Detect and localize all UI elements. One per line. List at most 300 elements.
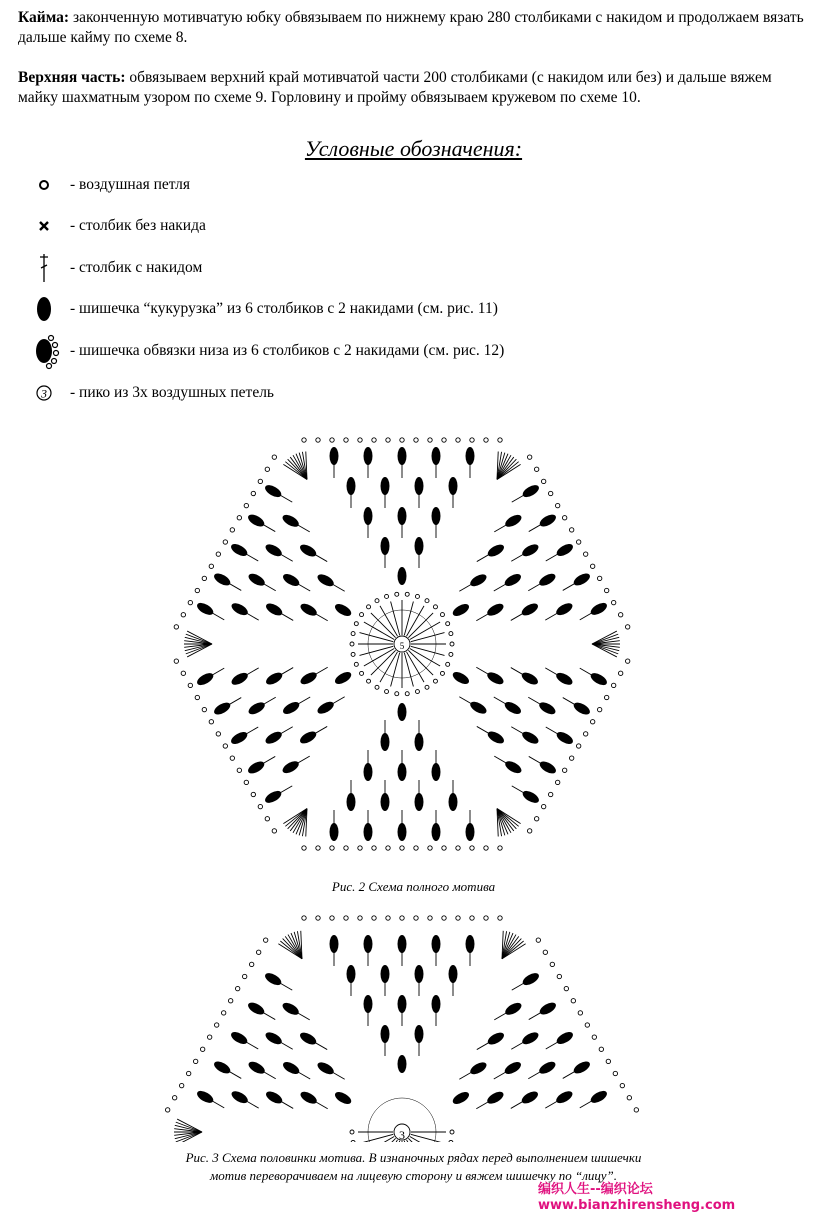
popcorn-stitch [230, 670, 250, 687]
popcorn-stitch [264, 1030, 284, 1047]
chain-stitch [344, 438, 348, 442]
popcorn-stitch [466, 447, 475, 465]
popcorn-stitch [398, 823, 407, 841]
popcorn-stitch [347, 965, 356, 983]
center-double-crochet [407, 606, 425, 636]
popcorn-stitch [486, 729, 506, 746]
double-crochet [511, 613, 523, 620]
chain-stitch [223, 744, 227, 748]
popcorn-stitch [538, 1000, 558, 1017]
popcorn-stitch [212, 700, 232, 717]
popcorn-stitch [415, 477, 424, 495]
popcorn-stitch [281, 1060, 301, 1077]
popcorn-stitch [281, 512, 301, 529]
chain-stitch [244, 503, 248, 507]
popcorn-stitch [415, 793, 424, 811]
popcorn-stitch [468, 1060, 488, 1077]
chain-stitch [543, 950, 547, 954]
top-label: Верхняя часть: [18, 69, 126, 86]
popcorn-stitch [521, 971, 541, 988]
chain-stitch [272, 829, 276, 833]
chain-stitch [316, 438, 320, 442]
chain-stitch [456, 846, 460, 850]
chain-stitch [316, 846, 320, 850]
chain-stitch [414, 438, 418, 442]
legend-text: - шишечка обвязки низа из 6 столбиков с 2 накидами (см. рис. 12) [70, 342, 505, 359]
legend-item-bottom-bobble [28, 338, 504, 364]
popcorn-stitch [364, 823, 373, 841]
center-double-crochet [404, 653, 413, 687]
center-double-crochet [380, 652, 398, 682]
chain-stitch [569, 528, 573, 532]
center-double-crochet [364, 649, 394, 667]
double-crochet [212, 613, 224, 620]
chain-stitch [385, 690, 389, 694]
chain-stitch [216, 552, 220, 556]
popcorn-stitch [398, 935, 407, 953]
chain-stitch [534, 817, 538, 821]
popcorn-stitch [263, 971, 283, 988]
chain-stitch [385, 594, 389, 598]
chain-stitch [576, 744, 580, 748]
popcorn-stitch [230, 601, 250, 618]
top-paragraph [18, 68, 808, 108]
popcorn-stitch [333, 602, 353, 619]
chain-stitch [367, 605, 371, 609]
center-double-crochet [359, 1134, 393, 1142]
chain-stitch [265, 467, 269, 471]
popcorn-stitch [451, 670, 471, 687]
chain-stitch [179, 1083, 183, 1087]
popcorn-stitch [229, 1030, 249, 1047]
legend-item-picot [28, 380, 274, 406]
chain-stitch [235, 986, 239, 990]
popcorn-stitch [503, 1060, 523, 1077]
double-crochet [229, 698, 241, 705]
chain-stitch [351, 652, 355, 656]
popcorn-stitch [347, 793, 356, 811]
double-crochet [333, 697, 345, 704]
chain-stitch [484, 916, 488, 920]
chain-stitch [263, 938, 267, 942]
chain-stitch [569, 756, 573, 760]
center-double-crochet [411, 1134, 445, 1142]
double-crochet [264, 1072, 276, 1079]
double-crochet [580, 613, 592, 620]
popcorn-stitch [330, 447, 339, 465]
popcorn-stitch [381, 733, 390, 751]
popcorn-stitch [381, 793, 390, 811]
chain-stitch [330, 438, 334, 442]
chain-stitch [386, 846, 390, 850]
chain-stitch [367, 679, 371, 683]
popcorn-stitch [503, 759, 523, 776]
legend-text: - столбик с накидом [70, 259, 203, 276]
popcorn-stitch [432, 507, 441, 525]
double-crochet [264, 584, 276, 591]
popcorn-stitch [589, 1088, 609, 1105]
double-crochet [281, 727, 293, 734]
double-crochet [494, 1072, 506, 1079]
chain-stitch [200, 1047, 204, 1051]
popcorn-stitch [572, 1059, 592, 1076]
popcorn-stitch [381, 537, 390, 555]
center-double-crochet [391, 653, 400, 687]
chain-stitch [555, 780, 559, 784]
corner-fan-stitch [175, 1125, 202, 1132]
chain-stitch [354, 662, 358, 666]
chain-stitch [470, 846, 474, 850]
picot-icon [28, 377, 66, 409]
chain-stitch [256, 950, 260, 954]
chain-stitch [527, 829, 531, 833]
popcorn-stitch [449, 793, 458, 811]
chain-stitch [221, 1011, 225, 1015]
chain-stitch [618, 671, 622, 675]
popcorn-stitch [247, 1059, 267, 1076]
chain-stitch [195, 588, 199, 592]
chain-stitch [258, 479, 262, 483]
double-crochet [563, 583, 575, 590]
chain-stitch [634, 1108, 638, 1112]
popcorn-stitch [486, 1030, 506, 1047]
popcorn-stitch [364, 763, 373, 781]
double-crochet [494, 1013, 506, 1020]
double-crochet [494, 756, 506, 763]
popcorn-stitch [415, 965, 424, 983]
chain-stitch [354, 622, 358, 626]
double-crochet [212, 668, 224, 675]
popcorn-stitch [299, 1089, 319, 1106]
double-crochet [459, 1072, 471, 1079]
legend-item-chain [28, 172, 190, 198]
chain-stitch [562, 768, 566, 772]
chain-stitch [358, 438, 362, 442]
half-motif-stitches [165, 916, 638, 1142]
chain-stitch [597, 576, 601, 580]
double-crochet [512, 495, 524, 502]
chain-stitch [590, 564, 594, 568]
popcorn-stitch [281, 759, 301, 776]
chain-stitch [251, 491, 255, 495]
popcorn-stitch [466, 935, 475, 953]
popcorn-stitch [263, 788, 283, 805]
center-double-crochet [411, 646, 445, 655]
chain-stitch [440, 613, 444, 617]
popcorn-stitch [554, 601, 574, 618]
chain-stitch [375, 599, 379, 603]
corner-fan-stitch [185, 644, 212, 651]
popcorn-stitch [415, 537, 424, 555]
popcorn-stitch [554, 670, 574, 687]
chain-stitch [440, 671, 444, 675]
chain-stitch [599, 1047, 603, 1051]
chain-stitch [470, 438, 474, 442]
center-double-crochet [411, 633, 445, 642]
popcorn-stitch [281, 700, 301, 717]
legend-item-popcorn [28, 296, 498, 322]
chain-stitch [583, 552, 587, 556]
popcorn-stitch [572, 571, 592, 588]
popcorn-stitch [347, 477, 356, 495]
double-crochet [529, 525, 541, 532]
chain-stitch [350, 1130, 354, 1134]
double-crochet [528, 1072, 540, 1079]
chain-stitch [188, 600, 192, 604]
popcorn-stitch [364, 995, 373, 1013]
chain-stitch [449, 652, 453, 656]
double-crochet [246, 727, 258, 734]
chain-stitch [272, 455, 276, 459]
double-crochet [546, 727, 558, 734]
popcorn-stitch [432, 935, 441, 953]
chain-stitch [330, 846, 334, 850]
double-crochet [511, 668, 523, 675]
chain-stitch [428, 916, 432, 920]
double-crochet [476, 667, 488, 674]
popcorn-stitch [398, 1055, 407, 1073]
popcorn-stitch [589, 671, 609, 688]
chain-stitch [395, 692, 399, 696]
chain-stitch [484, 438, 488, 442]
full-motif-diagram [150, 418, 660, 873]
double-crochet [546, 1042, 558, 1049]
figure3-caption-line2: мотив переворачиваем на лицевую сторону и вяжем шишечку по “лицу”. [209, 1168, 618, 1183]
chain-stitch [302, 916, 306, 920]
chain-stitch [316, 916, 320, 920]
center-double-crochet [410, 622, 440, 640]
double-crochet [315, 726, 327, 733]
popcorn-stitch [264, 601, 284, 618]
chain-stitch [405, 692, 409, 696]
chain-stitch [181, 671, 185, 675]
figure3-caption-line1: Рис. 3 Схема половинки мотива. В изнаночных рядах перед выполнением шишечки [185, 1150, 642, 1165]
chain-stitch [564, 986, 568, 990]
double-crochet [333, 584, 345, 591]
chain-stitch [249, 962, 253, 966]
popcorn-stitch [330, 823, 339, 841]
double-crochet [263, 1013, 275, 1020]
corner-fan-stitch [592, 644, 619, 651]
double-crochet [212, 1101, 224, 1108]
popcorn-stitch [485, 670, 505, 687]
popcorn-stitch [398, 507, 407, 525]
single-crochet-icon [28, 210, 66, 242]
popcorn-stitch [520, 729, 540, 746]
chain-stitch [611, 600, 615, 604]
popcorn-stitch [520, 670, 540, 687]
popcorn-stitch [432, 995, 441, 1013]
popcorn-icon [28, 293, 66, 325]
popcorn-stitch [449, 965, 458, 983]
center-double-crochet [380, 606, 398, 636]
chain-stitch [400, 438, 404, 442]
watermark [538, 1182, 735, 1214]
popcorn-stitch [281, 572, 301, 589]
double-crochet [280, 495, 292, 502]
popcorn-stitch [415, 1025, 424, 1043]
chain-stitch [618, 613, 622, 617]
popcorn-stitch [449, 477, 458, 495]
chain-stitch [414, 846, 418, 850]
double-crochet [298, 584, 310, 591]
chain-stitch [548, 491, 552, 495]
double-crochet [280, 983, 292, 990]
popcorn-stitch [485, 601, 505, 618]
popcorn-stitch [538, 512, 558, 529]
chain-stitch [625, 625, 629, 629]
chain-stitch [165, 1108, 169, 1112]
popcorn-stitch [537, 700, 557, 717]
chain-stitch [207, 1035, 211, 1039]
double-crochet [477, 1043, 489, 1050]
popcorn-stitch [299, 601, 319, 618]
popcorn-stitch [538, 759, 558, 776]
chain-stitch [360, 671, 364, 675]
chain-stitch [555, 503, 559, 507]
popcorn-stitch [264, 542, 284, 559]
popcorn-stitch [398, 447, 407, 465]
popcorn-stitch [246, 1000, 266, 1017]
popcorn-stitch [264, 670, 284, 687]
popcorn-stitch [503, 572, 523, 589]
chain-stitch [484, 846, 488, 850]
double-crochet [512, 983, 524, 990]
popcorn-stitch [264, 1089, 284, 1106]
half-motif-diagram [150, 904, 660, 1142]
popcorn-stitch [451, 1090, 471, 1107]
watermark-line1: 编织人生--编织论坛 [538, 1182, 653, 1197]
popcorn-stitch [333, 1090, 353, 1107]
double-crochet [229, 583, 241, 590]
chain-stitch [550, 962, 554, 966]
chain-stitch [590, 720, 594, 724]
center-double-crochet [359, 646, 393, 655]
chain-stitch [258, 804, 262, 808]
picot-number: 3 [41, 386, 47, 401]
double-crochet [529, 1013, 541, 1020]
chain-stitch [350, 642, 354, 646]
border-paragraph [18, 8, 808, 48]
double-crochet [298, 756, 310, 763]
double-crochet [476, 1102, 488, 1109]
popcorn-stitch [381, 477, 390, 495]
chain-stitch [557, 974, 561, 978]
chain-stitch [446, 622, 450, 626]
double-crochet [229, 1071, 241, 1078]
double-crochet [315, 1043, 327, 1050]
double-crochet [280, 786, 292, 793]
chain-stitch [620, 1083, 624, 1087]
center-double-crochet [408, 613, 433, 638]
popcorn-stitch [263, 483, 283, 500]
double-crochet [528, 584, 540, 591]
popcorn-stitch [432, 447, 441, 465]
double-crochet [580, 1101, 592, 1108]
double-crochet [511, 554, 523, 561]
double-crochet [281, 554, 293, 561]
center-double-crochet [359, 633, 393, 642]
chain-stitch [576, 540, 580, 544]
chain-stitch [425, 685, 429, 689]
double-crochet [246, 1042, 258, 1049]
popcorn-stitch [554, 1089, 574, 1106]
popcorn-stitch [247, 700, 267, 717]
popcorn-stitch [247, 571, 267, 588]
chain-stitch [372, 916, 376, 920]
chain-stitch [344, 846, 348, 850]
chain-stitch [358, 846, 362, 850]
popcorn-stitch [466, 823, 475, 841]
popcorn-stitch [468, 572, 488, 589]
chain-stitch [627, 1096, 631, 1100]
chain-stitch [562, 516, 566, 520]
double-crochet [316, 614, 328, 621]
chain-stitch [237, 516, 241, 520]
double-crochet [246, 554, 258, 561]
chain-stitch [442, 438, 446, 442]
double-crochet [298, 1072, 310, 1079]
popcorn-stitch [520, 1089, 540, 1106]
popcorn-stitch [299, 670, 319, 687]
popcorn-stitch [364, 447, 373, 465]
border-text: законченную мотивчатую юбку обвязываем по нижнему краю 280 столбиками с накидом и продолжаем вязать дальше кайму по схеме 8. [18, 9, 804, 46]
legend-text: - пико из 3х воздушных петель [70, 384, 275, 401]
popcorn-stitch [330, 935, 339, 953]
popcorn-stitch [212, 1059, 232, 1076]
double-crochet [459, 697, 471, 704]
popcorn-stitch [468, 699, 488, 716]
chain-stitch [428, 846, 432, 850]
popcorn-stitch [364, 935, 373, 953]
chain-stitch [470, 916, 474, 920]
chain-stitch [242, 974, 246, 978]
center-double-crochet [407, 652, 425, 682]
legend-item-double-crochet [28, 255, 202, 281]
popcorn-stitch [398, 995, 407, 1013]
popcorn-stitch [398, 703, 407, 721]
figure2-caption: Рис. 2 Схема полного мотива [331, 879, 496, 894]
chain-stitch [571, 999, 575, 1003]
chain-stitch [585, 1023, 589, 1027]
popcorn-stitch [415, 733, 424, 751]
double-crochet [511, 1042, 523, 1049]
half-motif-center-label: 3 [399, 1128, 405, 1142]
chain-stitch [604, 588, 608, 592]
chain-stitch [237, 768, 241, 772]
legend-item-single-crochet [28, 213, 206, 239]
double-crochet [529, 756, 541, 763]
chain-stitch [534, 467, 538, 471]
chain-stitch [228, 999, 232, 1003]
chain-stitch [330, 916, 334, 920]
double-crochet [281, 1042, 293, 1049]
double-crochet [545, 1101, 557, 1108]
chain-stitch [351, 632, 355, 636]
chain-stitch [372, 846, 376, 850]
bottom-bobble-icon [28, 335, 66, 367]
chain-stitch [395, 592, 399, 596]
popcorn-stitch [229, 730, 249, 747]
double-crochet [528, 697, 540, 704]
legend-text: - шишечка “кукурузка” из 6 столбиков с 2 накидами (см. рис. 11) [70, 300, 498, 317]
double-crochet [494, 584, 506, 591]
double-crochet [298, 697, 310, 704]
double-crochet [247, 668, 259, 675]
popcorn-stitch [520, 1030, 540, 1047]
chain-stitch [186, 1071, 190, 1075]
figure3-caption [0, 1149, 827, 1185]
